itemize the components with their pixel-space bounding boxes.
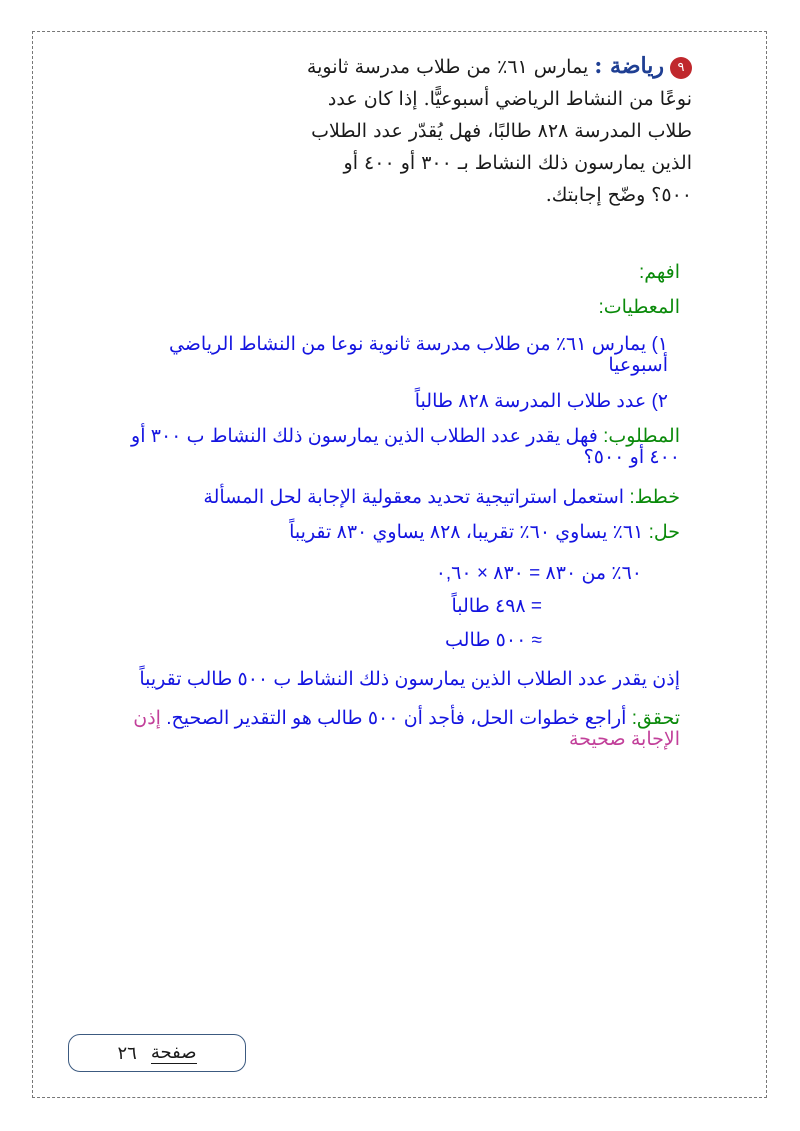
solve-label: حل: (648, 522, 680, 543)
understand-heading: افهم: (638, 262, 680, 283)
check-end-1: إذن (133, 708, 167, 729)
check-block (120, 708, 680, 750)
given-item-2: ٢) عدد طلاب المدرسة ٨٢٨ طالباً (414, 391, 668, 412)
plan-text: استعمل استراتيجية تحديد معقولية الإجابة لحل المسألة (203, 487, 630, 508)
plan-block (120, 487, 680, 508)
problem-statement (132, 50, 692, 211)
check-label: تحقق: (631, 708, 680, 729)
problem-text-3: طلاب المدرسة ٨٢٨ طالبًا، فهل يُقدّر عدد الطلاب (311, 120, 692, 142)
solve-block (120, 522, 680, 543)
required-text-1: فهل يقدر عدد الطلاب الذين يمارسون ذلك النشاط ب ٣٠٠ أو (131, 426, 604, 447)
given-item-1-line-2: أسبوعيا (608, 355, 668, 376)
page-number-label (68, 1034, 246, 1072)
solve-text: ٦١٪ يساوي ٦٠٪ تقريبا، ٨٢٨ يساوي ٨٣٠ تقريباً (289, 522, 649, 543)
plan-label: خطط: (629, 487, 680, 508)
problem-number-badge: ٩ (670, 57, 692, 79)
given-item-1-line-1: ١) يمارس ٦١٪ من طلاب مدرسة ثانوية نوعا من النشاط الرياضي (168, 334, 668, 355)
problem-line-1 (132, 50, 692, 83)
problem-text-4: الذين يمارسون ذلك النشاط بـ ٣٠٠ أو ٤٠٠ أو (343, 152, 692, 174)
check-text: أراجع خطوات الحل، فأجد أن ٥٠٠ طالب هو التقدير الصحيح. (166, 708, 632, 729)
conclusion-text: إذن يقدر عدد الطلاب الذين يمارسون ذلك النشاط ب ٥٠٠ طالب تقريباً (139, 669, 680, 690)
problem-text-5: ٥٠٠؟ وضّح إجابتك. (545, 184, 692, 206)
calculation-line-3: ≈ ٥٠٠ طالب (445, 630, 542, 651)
required-block (120, 426, 680, 468)
problem-topic: رياضة : (594, 53, 664, 79)
page-word: صفحة (150, 1042, 197, 1063)
page-number: ٢٦ (117, 1042, 137, 1064)
problem-text-1: يمارس ٦١٪ من طلاب مدرسة ثانوية (306, 56, 595, 78)
given-item-1 (108, 334, 668, 376)
calculation-line-1: ٦٠٪ من ٨٣٠ = ٨٣٠ × ٠,٦٠ (435, 563, 642, 584)
required-text-2: ٤٠٠ أو ٥٠٠؟ (583, 447, 680, 468)
calculation-line-2: = ٤٩٨ طالباً (451, 596, 542, 617)
required-label: المطلوب: (603, 426, 680, 447)
problem-text-2: نوعًا من النشاط الرياضي أسبوعيًّا. إذا كان عدد (327, 88, 692, 110)
givens-heading: المعطيات: (598, 297, 680, 318)
check-end-2: الإجابة صحيحة (569, 729, 680, 750)
